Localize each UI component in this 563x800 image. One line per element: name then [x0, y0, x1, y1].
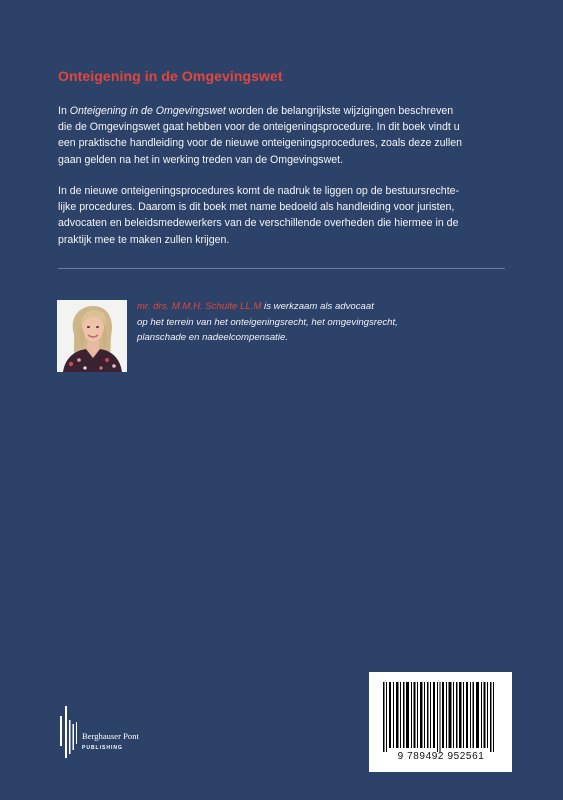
intro-line-3: een praktische handleiding voor de nieuwe onteigeningsprocedures, zoals deze zullen	[58, 137, 463, 150]
author-bio-line-1	[137, 299, 467, 315]
author-bio-line-1-rest: is werkzaam als advocaat	[261, 301, 374, 312]
intro-prefix: In	[58, 105, 70, 117]
author-bio-line-2: op het terrein van het onteigeningsrecht, het omgevingsrecht,	[137, 316, 398, 328]
intro-line-2: die de Omgevingswet gaat hebben voor de onteigeningsprocedure. In dit boek vindt u	[58, 121, 460, 134]
intro-line-1	[58, 103, 518, 119]
publisher-sub: PUBLISHING	[82, 745, 123, 751]
audience-line-1: In de nieuwe onteigeningsprocedures komt de nadruk te liggen op de bestuursrechte-	[58, 185, 460, 197]
intro-line-1-rest: worden de belangrijkste wijzigingen beschreven	[225, 105, 454, 117]
author-photo	[57, 300, 127, 372]
book-title: Onteigening in de Omgevingswet	[58, 68, 283, 84]
audience-paragraph	[58, 183, 518, 248]
intro-title-italic: Onteigening in de Omgevingswet	[69, 105, 226, 117]
author-portrait-image	[57, 300, 127, 372]
audience-line-2: lijke procedures. Daarom is dit boek met name bedoeld als handleiding voor juristen,	[58, 201, 455, 214]
intro-line-4: gaan gelden na het in werking treden van de Omgevingswet.	[58, 153, 344, 166]
section-divider	[58, 268, 505, 269]
author-name: mr. drs. M.M.H. Schulte LL.M	[137, 301, 262, 312]
publisher-logo-mark	[58, 706, 80, 758]
author-bio	[137, 299, 467, 346]
author-bio-line-3: planschade en nadeelcompensatie.	[137, 332, 288, 343]
isbn-digits: 9 789492 952561	[397, 751, 485, 762]
intro-paragraph	[58, 103, 518, 168]
audience-line-4: praktijk mee te maken zullen krijgen.	[58, 233, 230, 246]
audience-line-3: advocaten en beleidsmedewerkers van de verschillende overheden die hiermee in de	[58, 217, 459, 230]
publisher-name: Berghauser Pont	[82, 731, 139, 741]
